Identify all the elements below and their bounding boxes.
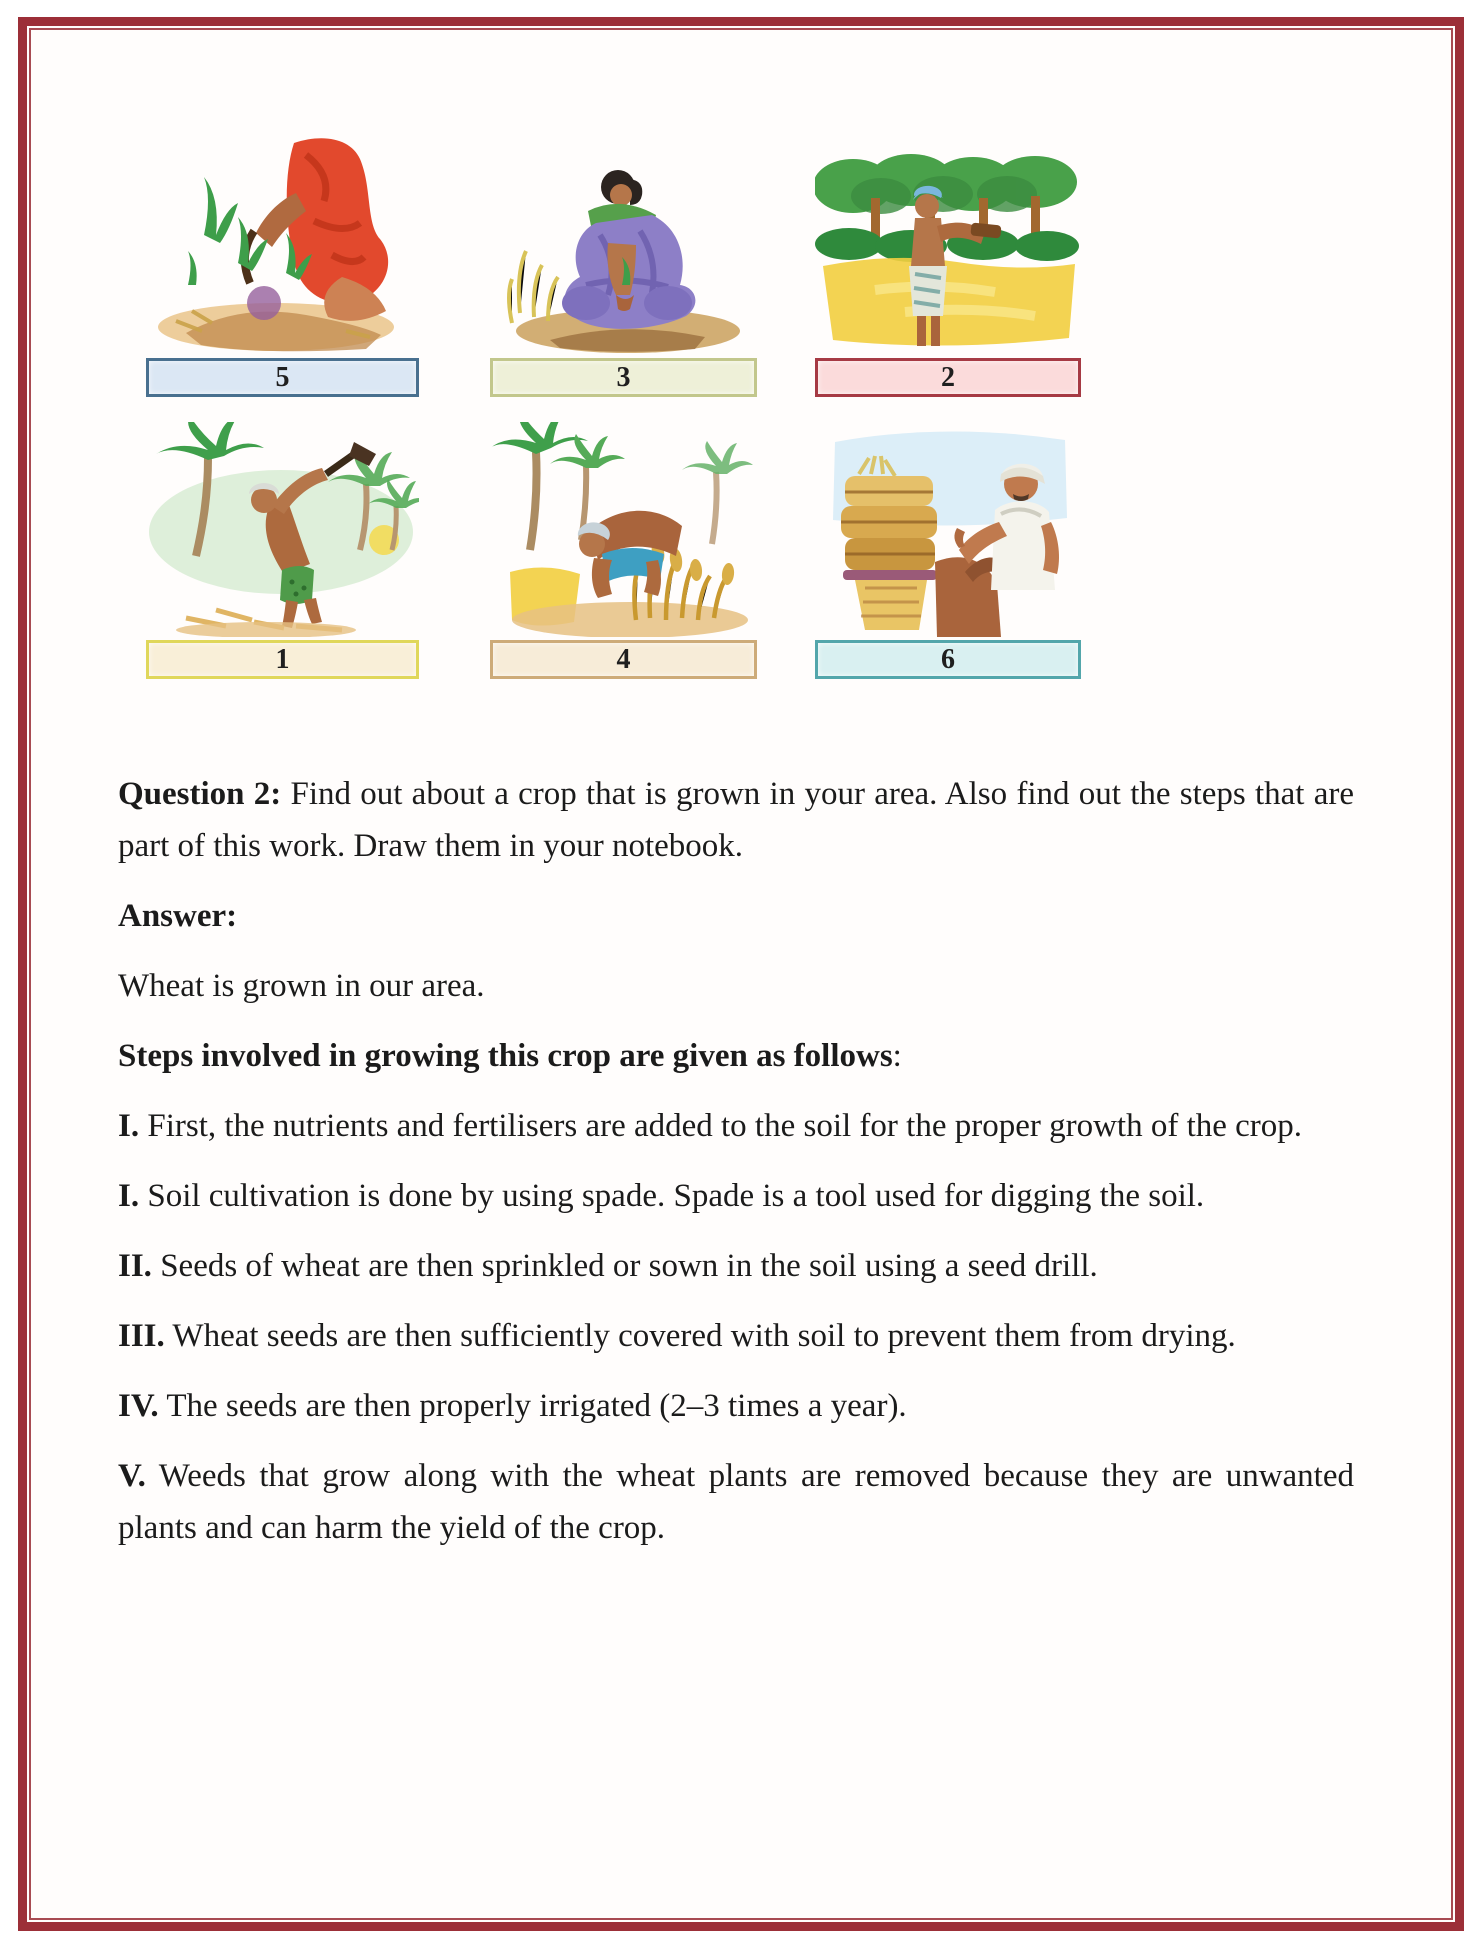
steps-heading: Steps involved in growing this crop are given as follows [118,1038,893,1074]
step-paragraph [118,1450,1354,1554]
step-text: Wheat seeds are then sufficiently covered with soil to prevent them from drying. [164,1318,1236,1354]
figure-grid [146,135,1086,685]
figure-image-digging [146,422,419,637]
step-numeral: V. [118,1458,146,1494]
question-label: Question 2: [118,776,282,812]
step-numeral: I. [118,1178,140,1214]
figure-image-woman-sowing [490,135,757,355]
figure-number: 1 [275,643,290,675]
figure-image-harvesting [490,422,757,637]
question-paragraph [118,768,1354,872]
step-paragraph [118,1100,1354,1152]
figure-label-3 [490,358,757,397]
step-numeral: I. [118,1108,140,1144]
figure-cell-5 [146,135,419,397]
steps-heading-paragraph: Steps involved in growing this crop are given as follows: [118,1038,902,1074]
step-paragraph [118,1170,1354,1222]
figure-number: 3 [616,361,631,393]
figure-image-transplanting [146,135,419,355]
step-paragraph [118,1380,1354,1432]
step-numeral: IV. [118,1388,159,1424]
step-numeral: II. [118,1248,152,1284]
figure-cell-3 [490,135,757,397]
solution-text [118,768,1354,1572]
figure-cell-6 [815,422,1081,679]
answer-label: Answer: [118,898,238,934]
step-text: First, the nutrients and fertilisers are added to the soil for the proper growth of the crop. [139,1108,1303,1144]
figure-number: 4 [616,643,631,675]
figure-number: 5 [275,361,290,393]
step-paragraph [118,1240,1354,1292]
step-paragraph [118,1310,1354,1362]
figure-cell-1 [146,422,419,679]
step-text: Soil cultivation is done by using spade. Spade is a tool used for digging the soil. [139,1178,1205,1214]
step-text: Seeds of wheat are then sprinkled or sown in the soil using a seed drill. [151,1248,1098,1284]
step-text: The seeds are then properly irrigated (2–3 times a year). [158,1388,907,1424]
figure-label-1 [146,640,419,679]
figure-image-selling [815,422,1081,637]
figure-label-2 [815,358,1081,397]
answer-label-paragraph [118,890,1354,942]
figure-cell-2 [815,135,1081,397]
step-numeral: III. [118,1318,165,1354]
figure-label-5 [146,358,419,397]
figure-cell-4 [490,422,757,679]
step-text: Weeds that grow along with the wheat plants are removed because they are unwanted plants and can harm the yield of the crop. [118,1458,1354,1546]
figure-label-6 [815,640,1081,679]
figure-image-man-in-field [815,135,1081,355]
figure-number: 6 [941,643,955,675]
answer-intro-paragraph: Wheat is grown in our area. [118,968,485,1004]
figure-number: 2 [941,361,955,393]
question-text: Find out about a crop that is grown in your area. Also find out the steps that are part of this work. Draw them in your notebook. [118,776,1355,864]
figure-label-4 [490,640,757,679]
